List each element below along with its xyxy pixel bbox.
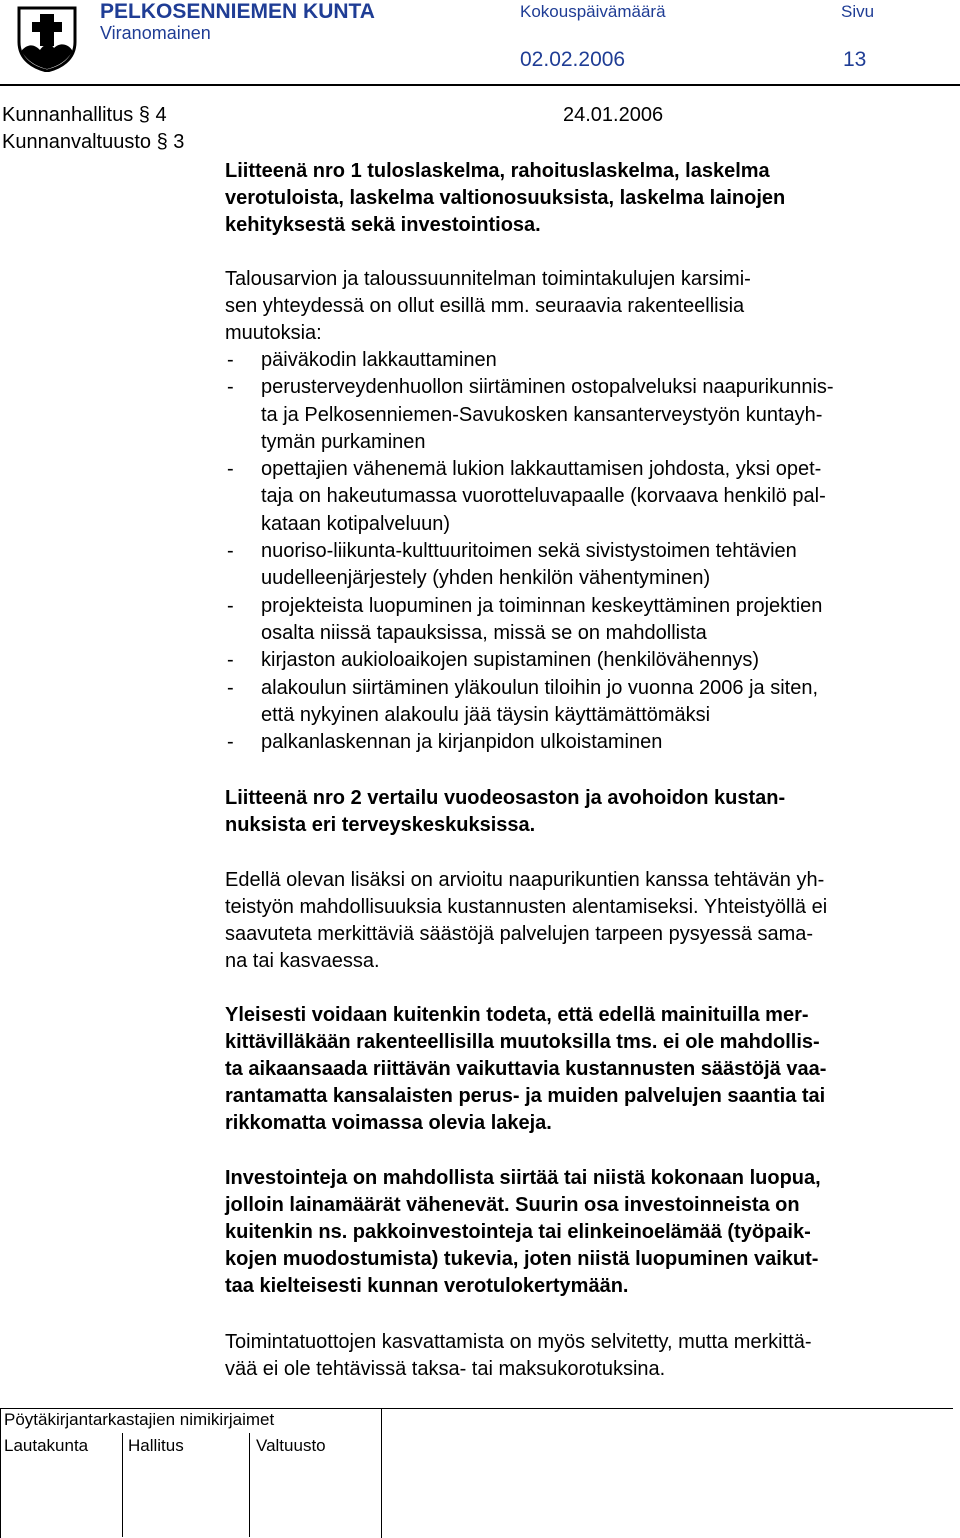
reference-number: 3 (173, 131, 185, 153)
investments-paragraph (225, 1165, 925, 1300)
text-line: perusterveydenhuollon siirtäminen ostopalveluksi naapurikunnis- (261, 376, 834, 399)
municipality-coat-of-arms-logo (16, 6, 78, 72)
section-symbol: § (156, 131, 168, 153)
header-divider (0, 84, 960, 86)
signatures-title: Pöytäkirjantarkastajien nimikirjaimet (4, 1410, 275, 1429)
list-item (225, 538, 945, 593)
reference-council (2, 131, 184, 154)
text-line: saavuteta merkittäviä säästöjä palvelujen tarpeen pysyessä sama- (225, 923, 814, 945)
section-symbol: § (138, 104, 150, 126)
text-line: päiväkodin lakkauttaminen (261, 349, 497, 371)
text-line: ta aikaansaada riittävän vaikuttavia kustannusten säästöjä vaa- (225, 1058, 827, 1080)
text-line: Edellä olevan lisäksi on arvioitu naapurikuntien kanssa tehtävän yh- (225, 869, 825, 891)
text-line: na tai kasvaessa. (225, 950, 380, 972)
list-dash: - (227, 458, 234, 481)
text-line: verotuloista, laskelma valtionosuuksista, laskelma lainojen (225, 187, 786, 209)
list-dash: - (227, 540, 234, 563)
page-label: Sivu (841, 2, 875, 21)
text-line: nuksista eri terveyskeskuksissa. (225, 814, 536, 836)
general-conclusion-paragraph (225, 1002, 925, 1137)
list-dash: - (227, 594, 234, 617)
reference-body: Kunnanhallitus (2, 104, 134, 126)
text-line: Talousarvion ja taloussuunnitelman toimintakulujen karsimi- (225, 268, 751, 290)
meeting-date: 02.02.2006 (520, 48, 626, 71)
text-line: kataan kotipalveluun) (261, 512, 451, 535)
text-line: tymän purkaminen (261, 430, 426, 453)
text-line: jolloin lainamäärät vähenevät. Suurin osa investoinneista on (225, 1194, 800, 1216)
signature-column-council: Valtuusto (256, 1436, 326, 1455)
text-line: uudelleenjärjestely (yhden henkilön vähentyminen) (261, 567, 711, 590)
text-line: vää ei ole tehtävissä taksa- tai maksukorotuksina. (225, 1358, 666, 1380)
text-line: nuoriso-liikunta-kulttuuritoimen sekä sivistystoimen tehtävien (261, 540, 797, 563)
text-line: Investointeja on mahdollista siirtää tai niistä kokonaan luopua, (225, 1167, 821, 1189)
meeting-date-label: Kokouspäivämäärä (520, 2, 666, 21)
signature-column-board: Lautakunta (4, 1436, 89, 1455)
list-dash: - (227, 349, 234, 371)
text-line: teistyön mahdollisuuksia kustannusten alentamiseksi. Yhteistyöllä ei (225, 896, 828, 918)
text-line: kehityksestä sekä investointiosa. (225, 214, 541, 236)
text-line: kuitenkin ns. pakkoinvestointeja tai elinkeinoelämää (työpaik- (225, 1221, 811, 1243)
list-item (225, 729, 945, 756)
text-line: taa kielteisesti kunnan verotulokertymään. (225, 1275, 629, 1297)
signature-column-executive: Hallitus (128, 1436, 184, 1455)
text-line: muutoksia: (225, 322, 322, 344)
text-line: että nykyinen alakoulu jää täysin käyttämättömäksi (261, 703, 711, 726)
attachment-1-paragraph (225, 158, 925, 239)
reference-board (2, 104, 167, 127)
text-line: rikkomatta voimassa olevia lakeja. (225, 1112, 552, 1134)
text-line: projekteista luopuminen ja toiminnan keskeyttäminen projektien (261, 594, 823, 617)
column-divider (122, 1433, 124, 1537)
text-line: Liitteenä nro 2 vertailu vuodeosaston ja avohoidon kustan- (225, 787, 786, 809)
intro-paragraph (225, 266, 925, 347)
text-line: opettajien vähenemä lukion lakkauttamisen johdosta, yksi opet- (261, 458, 822, 481)
text-line: alakoulun siirtäminen yläkoulun tiloihin jo vuonna 2006 ja siten, (261, 676, 819, 699)
text-line: ta ja Pelkosenniemen-Savukosken kansanterveystyön kuntayh- (261, 403, 823, 426)
text-line: Liitteenä nro 1 tuloslaskelma, rahoituslaskelma, laskelma (225, 160, 770, 182)
attachment-2-paragraph (225, 785, 925, 839)
text-line: kirjaston aukioloaikojen supistaminen (henkilövähennys) (261, 649, 760, 672)
text-line: Yleisesti voidaan kuitenkin todeta, että edellä mainituilla mer- (225, 1004, 809, 1026)
reference-number: 4 (155, 104, 167, 126)
text-line: Toimintatuottojen kasvattamista on myös selvitetty, mutta merkittä- (225, 1331, 812, 1353)
list-item (225, 347, 945, 374)
text-line: osalta niissä tapauksissa, missä se on mahdollista (261, 621, 707, 644)
text-line: rantamatta kansalaisten perus- ja muiden palvelujen saantia tai (225, 1085, 826, 1107)
signature-table (0, 1408, 952, 1537)
text-line: kojen muodostumista) tukevia, joten niistä luopuminen vaikut- (225, 1248, 819, 1270)
organization-name: PELKOSENNIEMEN KUNTA (100, 0, 375, 23)
text-line: taja on hakeutumassa vuorotteluvapaalle (korvaava henkilö pal- (261, 485, 826, 508)
page-number: 13 (843, 48, 867, 71)
list-item (225, 647, 945, 674)
measures-list (225, 347, 945, 756)
text-line: sen yhteydessä on ollut esillä mm. seuraavia rakenteellisia (225, 295, 745, 317)
list-dash: - (227, 731, 234, 754)
column-divider (249, 1433, 251, 1537)
list-item (225, 374, 945, 456)
list-item (225, 593, 945, 648)
reference-date: 24.01.2006 (563, 104, 664, 126)
income-paragraph (225, 1329, 925, 1383)
organization-subtitle: Viranomainen (100, 23, 211, 43)
list-item (225, 675, 945, 730)
text-line: palkanlaskennan ja kirjanpidon ulkoistaminen (261, 731, 663, 754)
signature-cell (381, 1408, 953, 1538)
list-dash: - (227, 676, 234, 699)
list-dash: - (227, 376, 234, 399)
cooperation-paragraph (225, 867, 925, 975)
list-dash: - (227, 649, 234, 672)
list-item (225, 456, 945, 538)
text-line: kittävilläkään rakenteellisilla muutoksilla tms. ei ole mahdollis- (225, 1031, 820, 1053)
reference-body: Kunnanvaltuusto (2, 131, 152, 153)
